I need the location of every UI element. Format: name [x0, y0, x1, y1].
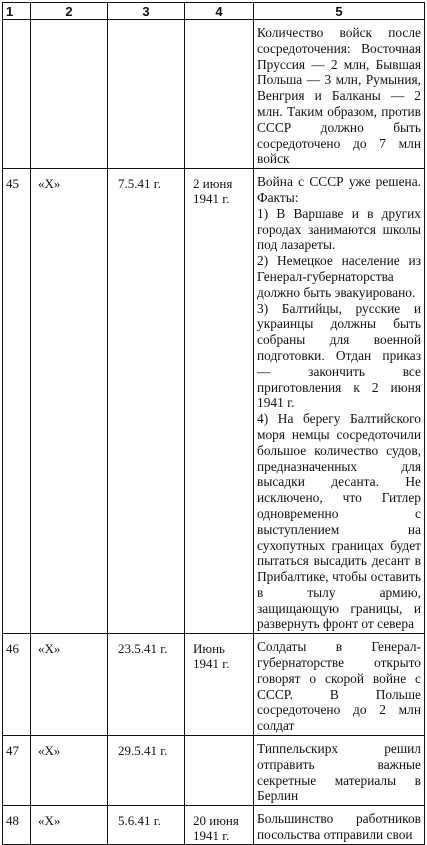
table-row [3, 20, 425, 169]
event-date: 2 июня 1941 г. [185, 169, 254, 634]
report-intro: Война с СССР уже решена. Факты: [257, 174, 421, 205]
column-header-2: 2 [31, 3, 108, 20]
table-row [3, 634, 425, 736]
report-fact: 3) Балтийцы, русские и украинцы должны быть собраны для военной подготовки. Отдан приказ — закончить все приготовления к 2 июня 1941 г. [257, 300, 421, 411]
table-row [3, 169, 425, 634]
header-row [3, 3, 425, 20]
source-name: «X» [31, 169, 108, 634]
report-fact: 2) Немецкое население из Генерал-губернаторства должно быть эвакуировано. [257, 253, 421, 300]
row-number: 47 [3, 736, 31, 806]
source-name: «X» [31, 736, 108, 806]
row-number: 46 [3, 634, 31, 736]
event-date: 20 июня 1941 г. [185, 806, 254, 845]
table-row [3, 736, 425, 806]
report-date: 7.5.41 г. [108, 169, 185, 634]
column-header-5: 5 [254, 3, 425, 20]
column-header-1: 1 [3, 3, 31, 20]
row-number: 45 [3, 169, 31, 634]
report-text: Солдаты в Генерал-губернаторстве открыто говорят о скорой войне с СССР. В Польше сосредоточено до 2 млн солдат [254, 634, 425, 736]
intelligence-table [2, 2, 425, 845]
report-text: Большинство работников посольства отправили свои [254, 806, 425, 845]
row-number: 48 [3, 806, 31, 845]
report-text: Типпельскирх решил отправить важные секретные материалы в Берлин [254, 736, 425, 806]
event-date: Июнь 1941 г. [185, 634, 254, 736]
report-date: 5.6.41 г. [108, 806, 185, 845]
column-header-4: 4 [185, 3, 254, 20]
report-text: Количество войск после сосредоточения: Восточная Пруссия — 2 млн, Бывшая Польша — 3 млн, Румыния, Венгрия и Балканы — 2 млн. Таким образом, против СССР должно быть сосредоточено до 7 млн войск [254, 20, 425, 169]
report-fact: 4) На берегу Балтийского моря немцы сосредоточили большое количество судов, предназначенных для высадки десанта. Не исключено, что Гитлер одновременно с выступлением на сухопутных границах будет пытаться высадить десант в Прибалтике, чтобы оставить в тылу армию, защищающую границы, и развернуть фронт от севера [257, 411, 421, 632]
table-row [3, 806, 425, 845]
source-name: «X» [31, 634, 108, 736]
report-text [254, 169, 425, 634]
report-date: 29.5.41 г. [108, 736, 185, 806]
report-date: 23.5.41 г. [108, 634, 185, 736]
report-fact: 1) В Варшаве и в других городах занимаются школы под лазареты. [257, 205, 421, 253]
column-header-3: 3 [108, 3, 185, 20]
source-name: «X» [31, 806, 108, 845]
